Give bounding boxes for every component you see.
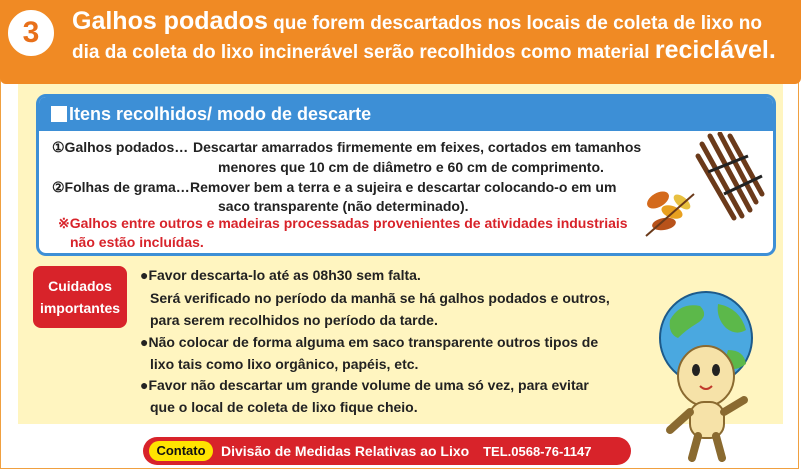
badge-line-1: Cuidados [48, 278, 112, 294]
title-highlight: Galhos podados [72, 7, 268, 35]
panel-heading-text: Itens recolhidos/ modo de descarte [69, 104, 372, 124]
contact-division: Divisão de Medidas Relativas ao Lixo [221, 443, 470, 459]
item-2-text-1: Remover bem a terra e a sujeira e descartar colocando-o em um [190, 179, 617, 195]
title-highlight-end: reciclável. [654, 36, 776, 64]
contact-label: Contato [149, 441, 213, 461]
title-text-2: dia da coleta do lixo incinerável serão recolhidos como material [72, 42, 655, 63]
leaves-icon [644, 188, 694, 236]
item-1-text-1: Descartar amarrados firmemente em feixes, cortados em tamanhos [193, 139, 642, 155]
heading-square-icon [51, 106, 67, 122]
badge-line-2: importantes [39, 300, 121, 316]
contact-bar [143, 437, 631, 465]
branches-leaves-illustration [638, 132, 773, 247]
contact-info [221, 441, 592, 462]
important-notes-badge [33, 266, 127, 328]
title-text-1: que forem descartados nos locais de coleta de lixo no [267, 13, 762, 34]
care-bullet-1: ●Favor descarta-lo até as 08h30 sem falta. [140, 267, 421, 283]
globe-mascot-illustration [640, 290, 780, 462]
page-title [72, 8, 792, 66]
item-2-label: ②Folhas de grama… [52, 179, 190, 195]
panel-heading [39, 97, 773, 131]
item-1-text-2: menores que 10 cm de diâmetro e 60 cm de comprimento. [218, 159, 604, 175]
care-bullet-1-line-2: Será verificado no período da manhã se há galhos podados e outros, [150, 290, 610, 306]
care-bullet-3: ●Favor não descartar um grande volume de uma só vez, para evitar [140, 377, 589, 393]
item-2-text-2: saco transparente (não determinado). [218, 198, 469, 214]
care-bullet-2-line-2: lixo tais como lixo orgânico, papéis, etc. [150, 356, 419, 372]
item-1-label: ①Galhos podados… [52, 139, 189, 155]
note-line-2: não estão incluídas. [70, 234, 204, 250]
care-bullet-3-line-2: que o local de coleta de lixo fique cheio. [150, 399, 418, 415]
care-bullet-1-line-3: para serem recolhidos no período da tarde. [150, 312, 438, 328]
contact-phone: TEL.0568-76-1147 [483, 444, 592, 459]
branch-bundle-icon [698, 134, 762, 218]
section-number: 3 [8, 10, 54, 56]
header-banner [0, 0, 801, 84]
care-bullet-2: ●Não colocar de forma alguma em saco transparente outros tipos de [140, 334, 599, 350]
note-line-1: ※Galhos entre outros e madeiras processadas provenientes de atividades industriais [58, 215, 628, 231]
